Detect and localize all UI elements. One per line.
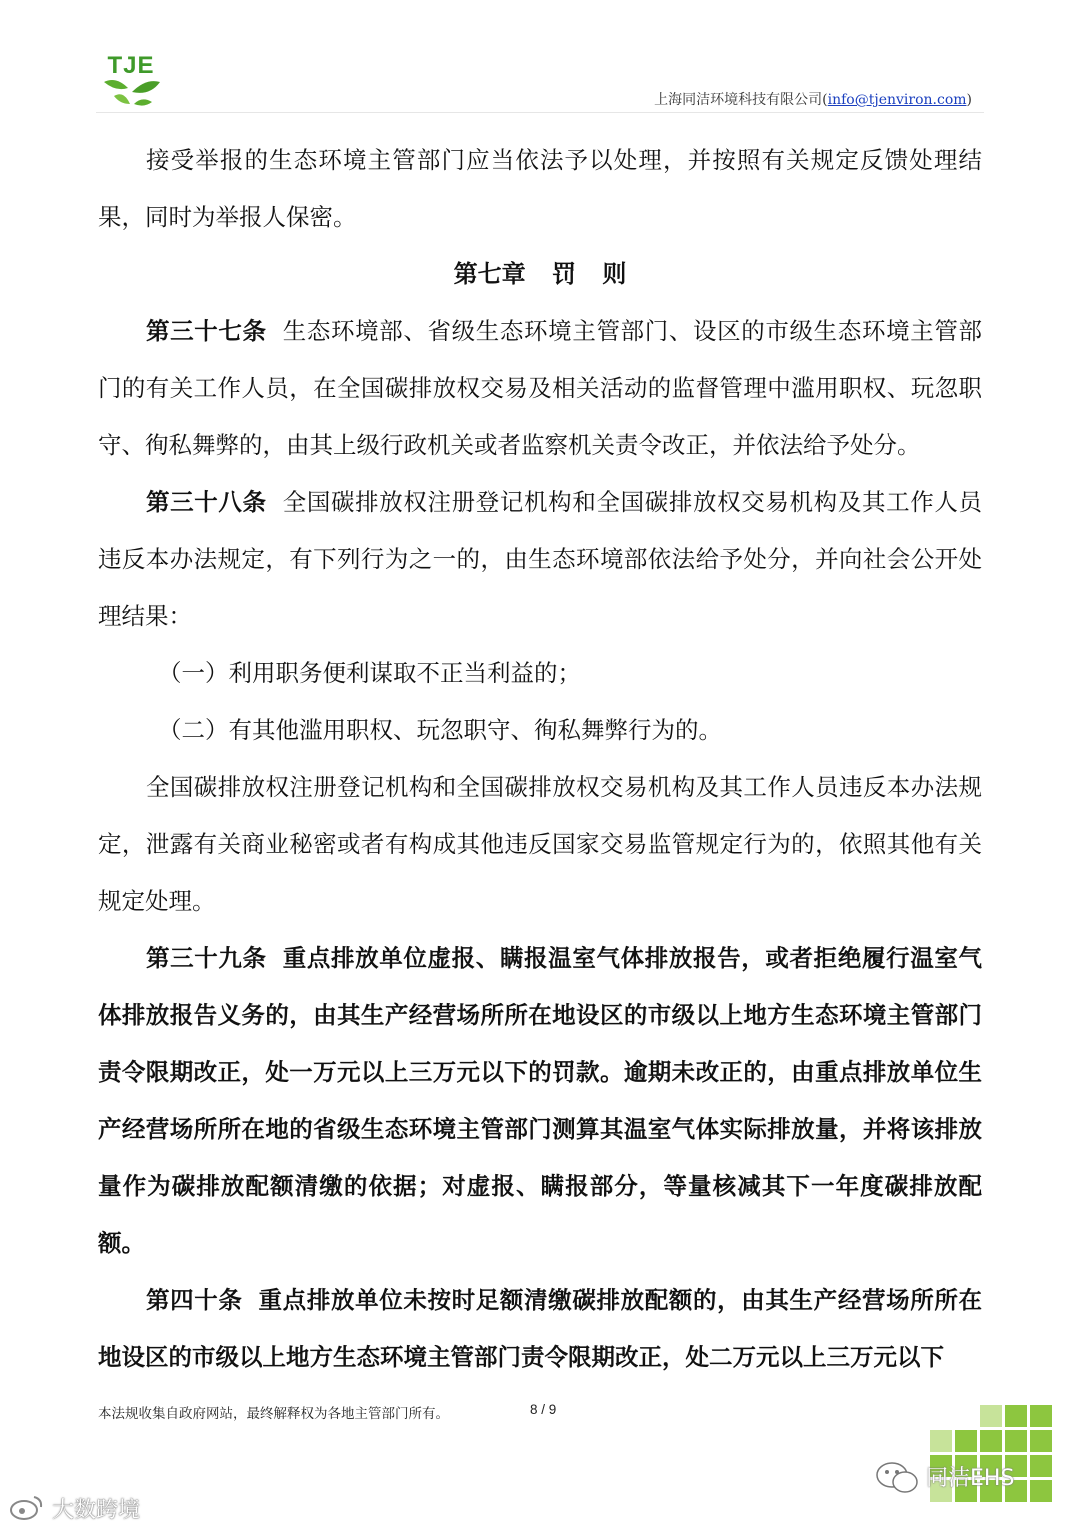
header-divider: [96, 112, 984, 113]
watermark-text: 大数跨境: [52, 1498, 141, 1523]
grid-cell: [955, 1430, 977, 1452]
article-38-label: 第三十八条: [146, 488, 267, 516]
page-footer: [98, 1398, 998, 1428]
footer-note: 本法规收集自政府网站，最终解释权为各地主管部门所有。: [98, 1406, 449, 1422]
company-info: [654, 89, 972, 109]
article-38: [98, 474, 982, 645]
page-header: [0, 0, 1080, 120]
wechat-icon: [874, 1459, 922, 1495]
article-39-text: 重点排放单位虚报、瞒报温室气体排放报告，或者拒绝履行温室气体排放报告义务的，由其生产经营场所所在地设区的市级以上地方生态环境主管部门责令限期改正，处一万元以上三万元以下的罚款。逾期未改正的，由重点排放单位生产经营场所所在地的省级生态环境主管部门测算其温室气体实际排放量，并将该排放量作为碳排放配额清缴的依据；对虚报、瞒报部分，等量核减其下一年度碳排放配额。: [98, 944, 983, 1257]
company-logo: [96, 52, 166, 110]
page-number: 8 / 9: [530, 1402, 557, 1417]
article-40-label: 第四十条: [146, 1286, 243, 1314]
paragraph-disclosure: 全国碳排放权注册登记机构和全国碳排放权交易机构及其工作人员违反本办法规定，泄露有关商业秘密或者有构成其他违反国家交易监管规定行为的，依照其他有关规定处理。: [98, 773, 982, 915]
leaf-icon: [96, 52, 166, 110]
chapter-title: 第七章 罚 则: [453, 260, 627, 288]
logo-text: TJE: [107, 52, 155, 79]
weibo-icon: [8, 1493, 46, 1521]
document-body: [98, 132, 982, 1386]
article-37: [98, 303, 982, 474]
article-38-text: 全国碳排放权注册登记机构和全国碳排放权交易机构及其工作人员违反本办法规定，有下列行为之一的，由生态环境部依法给予处分，并向社会公开处理结果：: [98, 488, 983, 630]
article-39: [98, 930, 982, 1272]
grid-cell: [980, 1430, 1002, 1452]
company-suffix: ): [966, 92, 972, 108]
grid-cell: [930, 1430, 952, 1452]
grid-cell: [1030, 1405, 1052, 1427]
wechat-badge: [870, 1455, 1060, 1495]
list-item-1: （一）利用职务便利谋取不正当利益的；: [158, 659, 581, 687]
grid-cell: [1005, 1405, 1027, 1427]
article-40: [98, 1272, 982, 1386]
grid-cell: [1005, 1430, 1027, 1452]
list-item-2: （二）有其他滥用职权、玩忽职守、徇私舞弊行为的。: [158, 716, 722, 744]
wechat-account-name: 同洁EHS: [926, 1466, 1015, 1491]
article-40-text: 重点排放单位未按时足额清缴碳排放配额的，由其生产经营场所所在地设区的市级以上地方生态环境主管部门责令限期改正，处二万元以上三万元以下: [98, 1286, 983, 1371]
article-37-text: 生态环境部、省级生态环境主管部门、设区的市级生态环境主管部门的有关工作人员，在全国碳排放权交易及相关活动的监督管理中滥用职权、玩忽职守、徇私舞弊的，由其上级行政机关或者监察机关责令改正，并依法给予处分。: [98, 317, 983, 459]
grid-cell: [1030, 1430, 1052, 1452]
company-email-link[interactable]: info@tjenviron.com: [827, 92, 967, 108]
company-name: 上海同洁环境科技有限公司(: [654, 92, 828, 108]
article-37-label: 第三十七条: [146, 317, 267, 345]
paragraph-report-handling: 接受举报的生态环境主管部门应当依法予以处理，并按照有关规定反馈处理结果，同时为举报人保密。: [98, 146, 982, 231]
article-39-label: 第三十九条: [146, 944, 267, 972]
grid-cell: [980, 1405, 1002, 1427]
